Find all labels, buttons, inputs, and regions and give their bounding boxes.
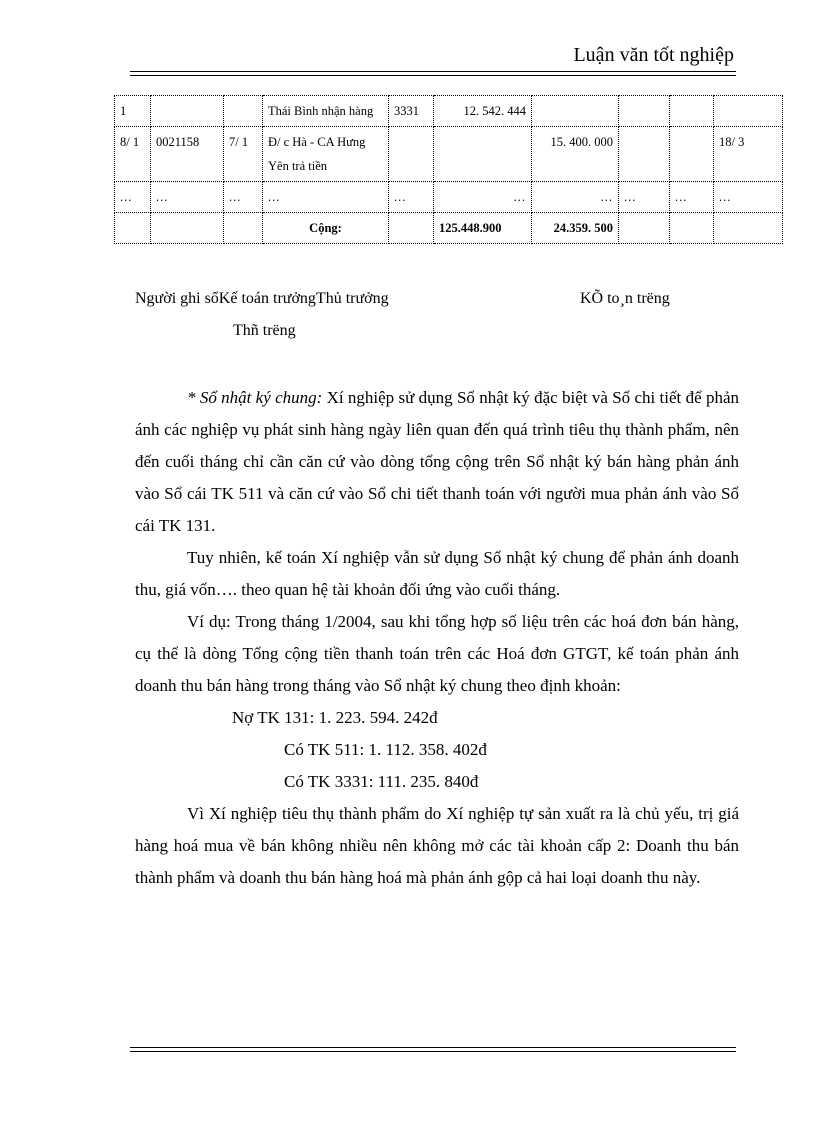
table-cell [619,96,670,127]
table-cell [670,213,714,244]
table-cell: 15. 400. 000 [532,127,619,182]
table-cell: ... [151,182,224,213]
table-cell [389,213,434,244]
total-credit: 24.359. 500 [532,213,619,244]
table-row [115,182,783,213]
page-header-title: Luận văn tốt nghiệp [573,44,734,66]
paragraph: Tuy nhiên, kế toán Xí nghiệp vẫn sử dụng Sổ nhật ký chung để phản ánh doanh thu, giá vốn…. theo quan hệ tài khoản đối ứng vào cuối tháng. [135,548,739,599]
table-cell: 0021158 [151,127,224,182]
table-row [115,127,783,182]
table-cell: 18/ 3 [714,127,783,182]
table-cell: 12. 542. 444 [434,96,532,127]
table-cell: ... [263,182,389,213]
table-cell [714,213,783,244]
total-label: Cộng: [263,213,389,244]
table-cell [224,96,263,127]
table-cell [151,213,224,244]
table-cell [619,213,670,244]
signature-chief-accountant: KÕ to¸n trëng [580,290,670,307]
journal-entry-credit: Có TK 511: 1. 112. 358. 402đ [284,740,487,759]
table-cell: Thái Bình nhận hàng [263,96,389,127]
journal-entry-credit: Có TK 3331: 111. 235. 840đ [284,772,479,791]
table-cell [670,127,714,182]
table-cell: ... [714,182,783,213]
table-cell [532,96,619,127]
signature-labels: Người ghi sổKế toán trưởngThủ trưởng [135,290,389,307]
table-cell [714,96,783,127]
sales-ledger-table [114,95,783,244]
table-cell: ... [389,182,434,213]
table-cell [619,127,670,182]
paragraph-text: Xí nghiệp sử dụng Sổ nhật ký đặc biệt và Sổ chi tiết để phản ánh các nghiệp vụ phát sinh hàng ngày liên quan đến quá trình tiêu thụ thành phẩm, nên đến cuối tháng chỉ cần căn cứ vào dòng tổng cộng trên Sổ nhật ký bán hàng phản ánh vào Sổ cái TK 511 và căn cứ vào Sổ chi tiết thanh toán với người mua phản ánh vào Sổ cái TK 131. [135,388,739,535]
table-cell: ... [670,182,714,213]
paragraph: Ví dụ: Trong tháng 1/2004, sau khi tổng hợp số liệu trên các hoá đơn bán hàng, cụ thể là dòng Tổng cộng tiền thanh toán trên các Hoá đơn GTGT, kế toán phản ánh doanh thu bán hàng trong tháng vào Sổ nhật ký chung theo định khoản: [135,612,739,695]
table-cell [151,96,224,127]
header-divider [130,71,736,76]
paragraph [135,382,739,542]
body-content [135,382,739,894]
paragraph: Vì Xí nghiệp tiêu thụ thành phẩm do Xí nghiệp tự sản xuất ra là chủ yếu, trị giá hàng hoá mua về bán không nhiều nên không mở các tài khoản cấp 2: Doanh thu bán thành phẩm và doanh thu bán hàng hoá mà phản ánh gộp cả hai loại doanh thu này. [135,804,739,887]
table-cell [434,127,532,182]
paragraph-lead: * Sổ nhật ký chung: [187,388,323,407]
footer-divider [130,1047,736,1052]
table-row [115,96,783,127]
table-cell [115,213,151,244]
signature-director: Thñ trëng [233,322,296,339]
table-row-total [115,213,783,244]
table-cell: 7/ 1 [224,127,263,182]
table-cell: ... [532,182,619,213]
total-debit: 125.448.900 [434,213,532,244]
table-cell: ... [224,182,263,213]
table-cell: 3331 [389,96,434,127]
table-cell [389,127,434,182]
journal-entry-debit: Nợ TK 131: 1. 223. 594. 242đ [232,708,438,727]
table-cell [224,213,263,244]
table-cell: 8/ 1 [115,127,151,182]
table-cell: ... [619,182,670,213]
table-cell: ... [434,182,532,213]
table-cell: ... [115,182,151,213]
table-cell: 1 [115,96,151,127]
table-cell: Đ/ c Hà - CA Hưng Yên trả tiền [263,127,389,182]
table-cell [670,96,714,127]
